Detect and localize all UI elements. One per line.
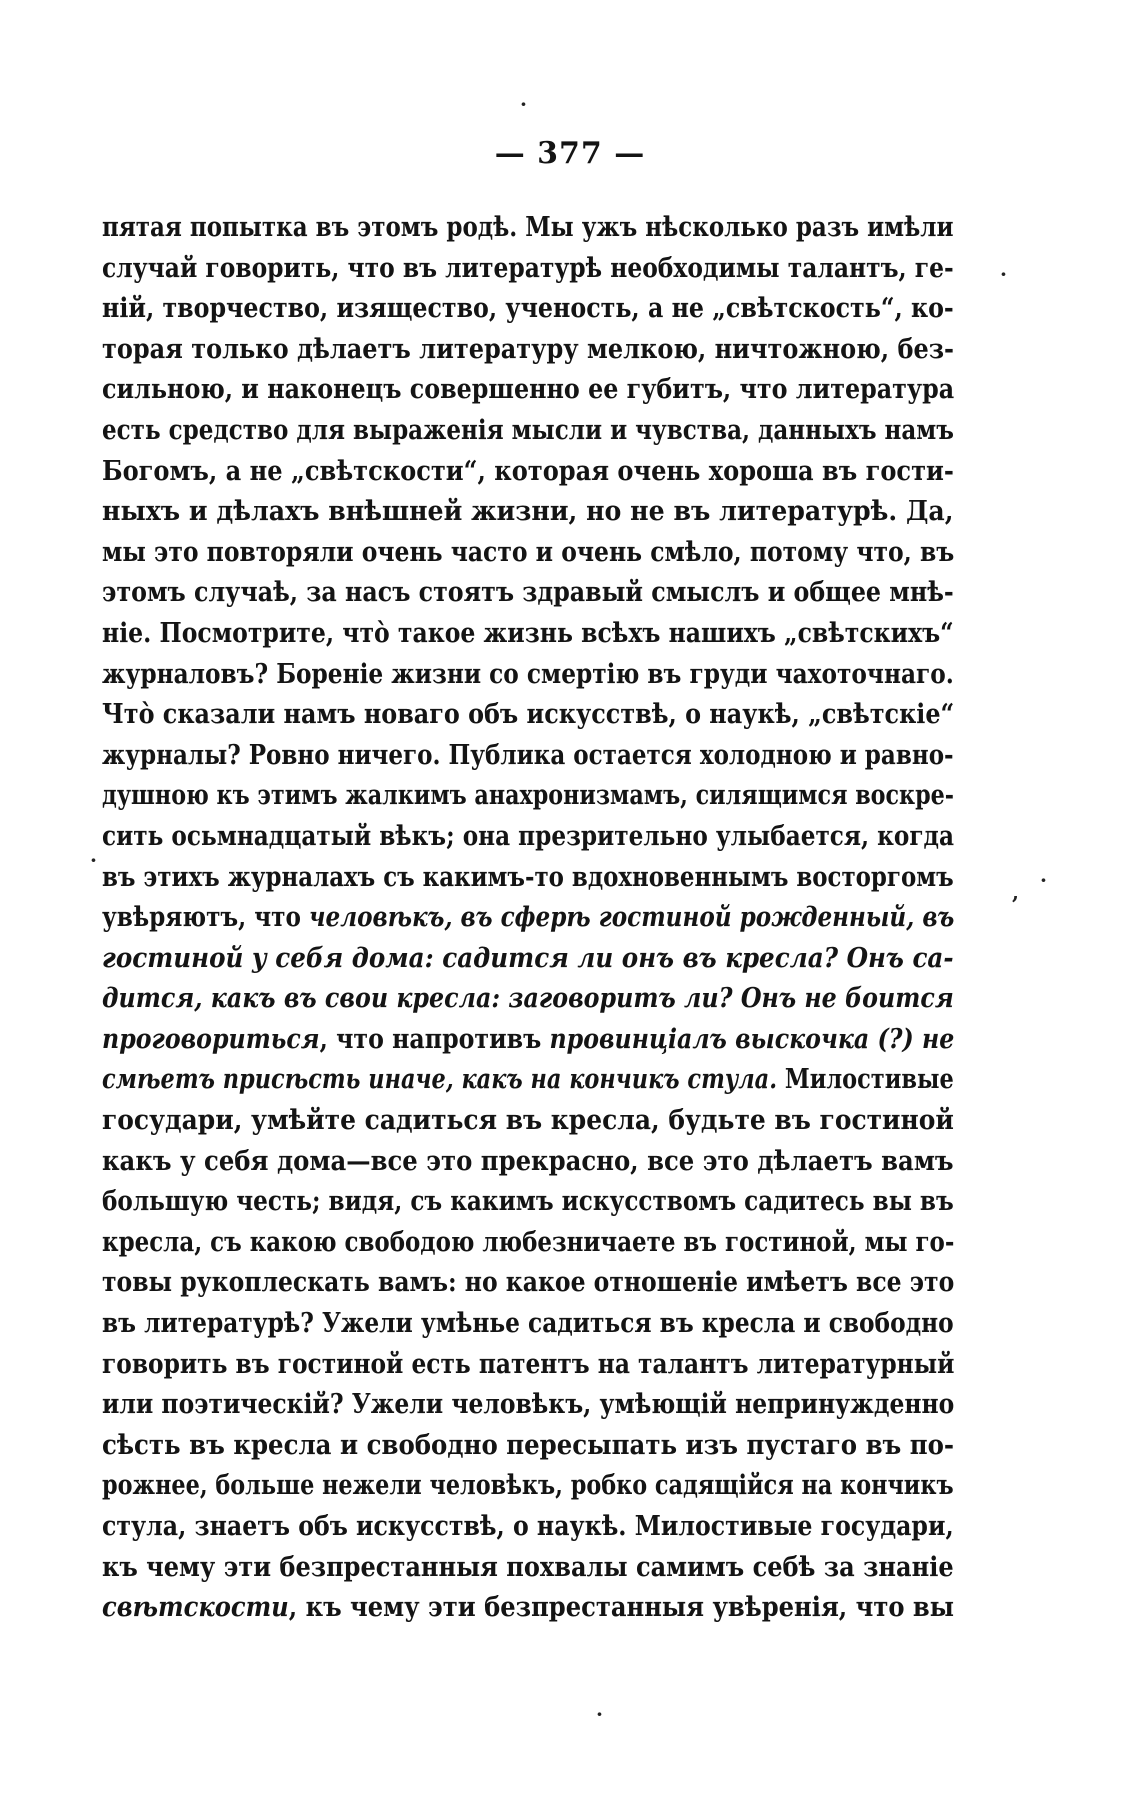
speck-mark: · bbox=[1000, 262, 1007, 286]
speck-mark: · bbox=[90, 848, 97, 872]
speck-mark: · bbox=[520, 92, 527, 116]
italic-run: провинцiалъ выскочка (?) не bbox=[549, 1023, 955, 1055]
text-line: товы рукоплескать вамъ: но какое отношенiе имѣетъ все это bbox=[102, 1267, 955, 1299]
text-line: рожнее, больше нежели человѣкъ, робко садящiйся на кончикъ bbox=[102, 1470, 954, 1502]
text-line: пятая попытка въ этомъ родѣ. Мы ужъ нѣсколько разъ имѣли bbox=[102, 212, 954, 243]
text-line: сильною, и наконецъ совершенно ее губитъ, что литература bbox=[102, 374, 955, 406]
text-run: Милостивые bbox=[777, 1064, 954, 1096]
text-run: , къ чему эти безпрестанныя увѣренiя, что вы bbox=[288, 1592, 954, 1624]
text-line: торая только дѣлаетъ литературу мелкою, ничтожною, без- bbox=[102, 333, 954, 365]
italic-run: смѣетъ присѣсть иначе, какъ на кончикъ стула. bbox=[102, 1064, 778, 1096]
text-line: въ этихъ журналахъ съ какимъ-то вдохновеннымъ восторгомъ bbox=[102, 861, 954, 893]
italic-run: свѣтскости bbox=[102, 1592, 289, 1624]
text-line bbox=[102, 1020, 955, 1061]
text-line: большую честь; видя, съ какимъ искусствомъ садитесь вы въ bbox=[102, 1186, 954, 1218]
text-line: въ литературѣ? Ужели умѣнье садиться въ кресла и свободно bbox=[102, 1308, 954, 1340]
text-line: къ чему эти безпрестанныя похвалы самимъ себѣ за знанiе bbox=[102, 1551, 954, 1583]
page-number: — 377 — bbox=[494, 136, 646, 171]
text-line: Богомъ, а не „свѣтскости“, которая очень хороша въ гости- bbox=[102, 455, 954, 487]
text-line: есть средство для выраженiя мысли и чувства, данныхъ намъ bbox=[102, 414, 954, 446]
text-line: какъ у себя дома—все это прекрасно, все это дѣлаетъ вамъ bbox=[102, 1145, 954, 1177]
body-text bbox=[102, 208, 954, 1629]
speck-mark: , bbox=[1012, 880, 1019, 904]
text-line: кресла, съ какою свободою любезничаете въ гостиной, мы го- bbox=[102, 1226, 955, 1258]
text-line: душною къ этимъ жалкимъ анахронизмамъ, силящимся воскре- bbox=[102, 780, 954, 812]
italic-run: дится, какъ въ свои кресла: заговоритъ ли? Онъ не боится bbox=[102, 983, 954, 1015]
text-line: стула, знаетъ объ искусствѣ, о наукѣ. Милостивые государи, bbox=[102, 1511, 954, 1542]
text-line: журналовъ? Боренiе жизни со смертiю въ груди чахоточнаго. bbox=[102, 658, 954, 690]
text-run: увѣряютъ, что bbox=[102, 902, 309, 934]
italic-run: гостиной у себя дома: садится ли онъ въ кресла? Онъ са- bbox=[102, 942, 954, 974]
text-line bbox=[102, 1060, 954, 1101]
text-line bbox=[102, 979, 954, 1020]
speck-mark: · bbox=[596, 1702, 603, 1726]
text-line: этомъ случаѣ, за насъ стоятъ здравый смыслъ и общее мнѣ- bbox=[102, 577, 954, 609]
text-line: мы это повторяли очень часто и очень смѣло, потому что, въ bbox=[102, 536, 955, 568]
text-line bbox=[102, 939, 954, 980]
text-line: говорить въ гостиной есть патентъ на талантъ литературный bbox=[102, 1348, 955, 1380]
italic-run: человѣкъ, въ сферѣ гостиной рожденный, въ bbox=[308, 902, 955, 934]
text-line: случай говорить, что въ литературѣ необходимы талантъ, ге- bbox=[102, 252, 954, 284]
text-line bbox=[102, 898, 955, 939]
text-line: Чтò сказали намъ новаго объ искусствѣ, о наукѣ, „свѣтскiе“ bbox=[102, 699, 955, 731]
italic-run: проговориться bbox=[102, 1023, 320, 1055]
speck-mark: · bbox=[1040, 868, 1047, 892]
text-line: нiе. Посмотрите, чтò такое жизнь всѣхъ нашихъ „свѣтскихъ“ bbox=[102, 617, 954, 649]
text-line: ныхъ и дѣлахъ внѣшней жизни, но не въ литературѣ. Да, bbox=[102, 496, 954, 528]
text-line: нiй, творчество, изящество, ученость, а не „свѣтскость“, ко- bbox=[102, 293, 954, 325]
text-line: или поэтическiй? Ужели человѣкъ, умѣющiй непринужденно bbox=[102, 1389, 955, 1421]
text-line: государи, умѣйте садиться въ кресла, будьте въ гостиной bbox=[102, 1105, 954, 1137]
text-line: журналы? Ровно ничего. Публика остается холодною и равно- bbox=[102, 739, 954, 771]
text-line bbox=[102, 1588, 954, 1629]
text-line: сить осьмнадцатый вѣкъ; она презрительно улыбается, когда bbox=[102, 820, 954, 852]
text-run: , что напротивъ bbox=[319, 1023, 550, 1055]
text-line: сѣсть въ кресла и свободно пересыпать изъ пустаго въ по- bbox=[102, 1429, 955, 1461]
